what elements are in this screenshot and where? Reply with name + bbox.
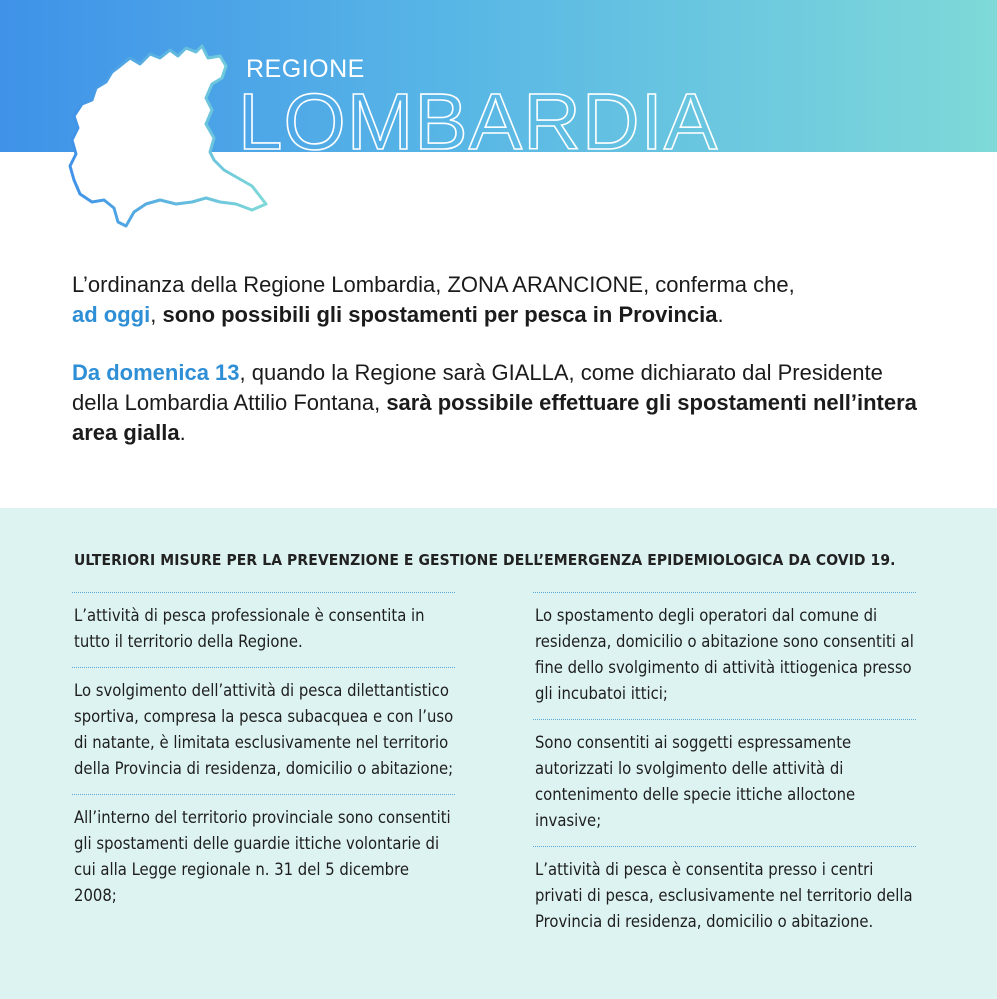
measure-item: Lo svolgimento dell’attività di pesca dilettantistico sportiva, compresa la pesca subacquea e con l’uso di natante, è limitata esclusivamente nel territorio della Provincia di residenza, domicilio o abitazione; — [72, 667, 455, 794]
intro-p2-highlight: Da domenica 13 — [72, 360, 240, 385]
intro-p1-highlight: ad oggi — [72, 302, 151, 327]
intro-paragraph-1 — [72, 270, 932, 330]
intro-p1-end: . — [717, 302, 724, 327]
measure-item: L’attività di pesca è consentita presso i centri privati di pesca, esclusivamente nel territorio della Provincia di residenza, domicilio o abitazione. — [533, 846, 916, 947]
measure-item: L’attività di pesca professionale è consentita in tutto il territorio della Regione. — [72, 592, 455, 667]
measure-item: Sono consentiti ai soggetti espressamente autorizzati lo svolgimento delle attività di contenimento delle specie ittiche alloctone invasive; — [533, 719, 916, 846]
measure-item: Lo spostamento degli operatori dal comune di residenza, domicilio o abitazione sono consentiti al fine dello svolgimento di attività ittiogenica presso gli incubatoi ittici; — [533, 592, 916, 719]
intro-p1-bold: sono possibili gli spostamenti per pesca in Provincia — [162, 302, 718, 327]
measures-section — [0, 508, 997, 999]
intro-text — [72, 270, 932, 476]
measure-item: All’interno del territorio provinciale sono consentiti gli spostamenti delle guardie ittiche volontarie di cui alla Legge regionale n. 31 del 5 dicembre 2008; — [72, 794, 455, 921]
intro-p1-sep: , — [150, 302, 163, 327]
intro-paragraph-2 — [72, 358, 932, 448]
intro-p2-end: . — [179, 420, 186, 445]
intro-p2-bold: sarà possibile effettuare gli spostamenti nell’intera area gialla — [72, 390, 917, 445]
measures-left-column — [72, 592, 455, 921]
measures-title: ULTERIORI MISURE PER LA PREVENZIONE E GESTIONE DELL’EMERGENZA EPIDEMIOLOGICA DA COVID 19. — [74, 551, 896, 569]
measures-right-column — [533, 592, 916, 947]
intro-p2-text: , quando la Regione sarà GIALLA, come dichiarato dal Presidente della Lombardia Attilio Fontana, — [72, 360, 883, 415]
region-name: LOMBARDIA — [238, 77, 719, 166]
region-label: REGIONE — [246, 55, 365, 83]
intro-p1-text: L’ordinanza della Regione Lombardia, ZONA ARANCIONE, conferma che, — [72, 272, 795, 297]
